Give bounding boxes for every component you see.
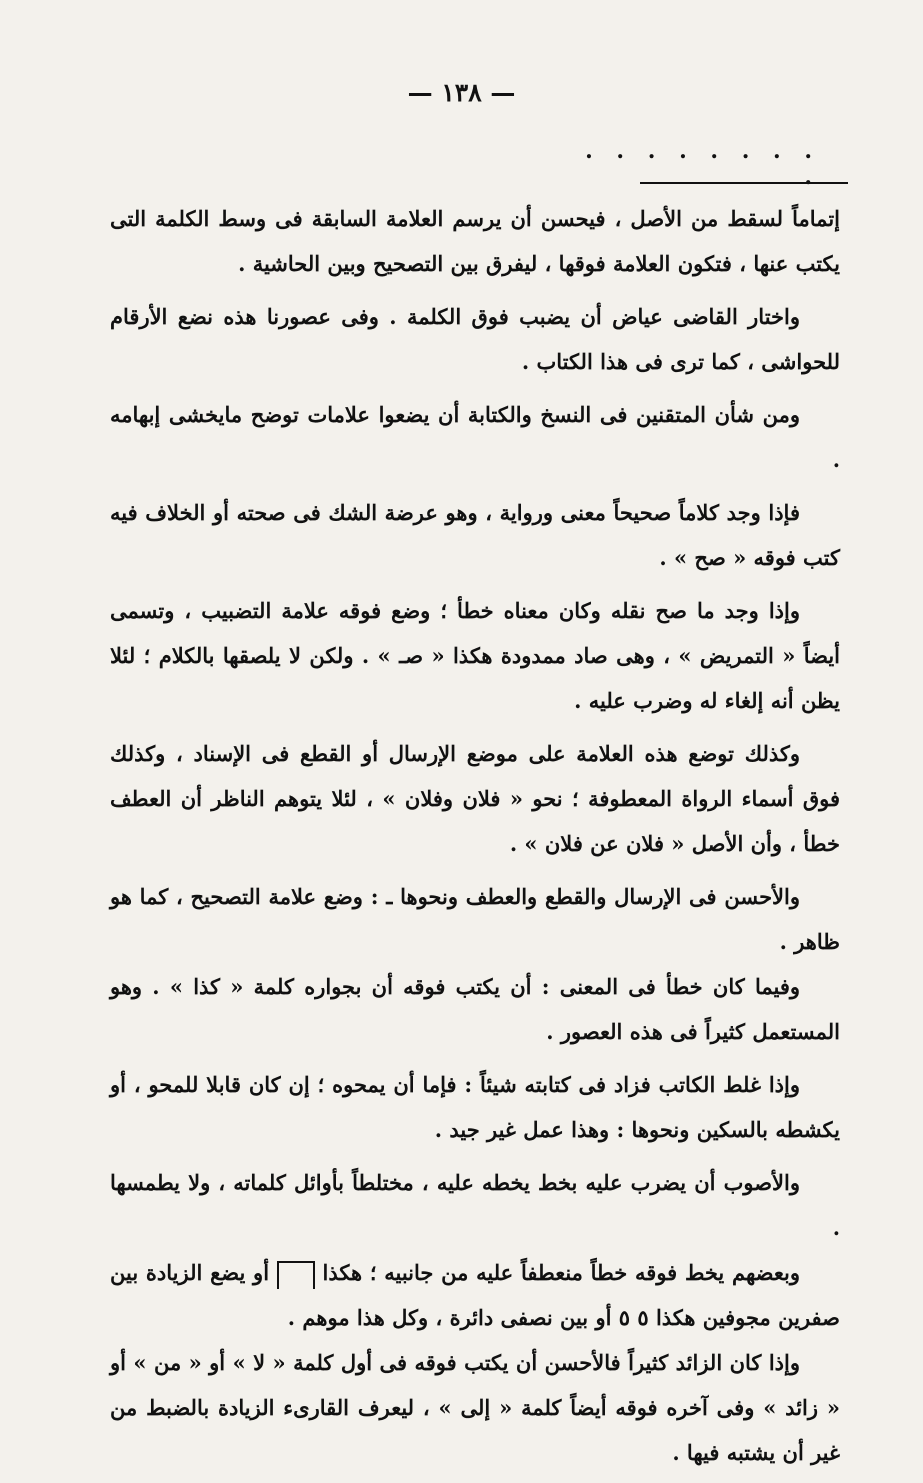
paragraph: ومن شأن المتقنين فى النسخ والكتابة أن يضعوا علامات توضح مايخشى إبهامه . xyxy=(110,402,840,472)
paragraph: وكذلك توضع هذه العلامة على موضع الإرسال أو القطع فى الإسناد ، وكذلك فوق أسماء الرواة المعطوفة ؛ نحو « فلان وفلان » ، لئلا يتوهم الناظر أن العطف خطأ ، وأن الأصل « فلان عن فلان » . xyxy=(110,741,840,856)
body-text xyxy=(110,196,840,1483)
ellipsis-dots: . . . . . . . . . xyxy=(585,138,820,190)
paragraph: وإذا وجد ما صح نقله وكان معناه خطأ ؛ وضع فوقه علامة التضبيب ، وتسمى أيضاً « التمريض » ، وهى صاد ممدودة هكذا « صـ » . ولكن لا يلصقها بالكلام ؛ لئلا يظن أنه إلغاء له وضرب عليه . xyxy=(110,598,840,713)
paragraph-end: أو يضع الزيادة بين صفرين مجوفين هكذا ٥ ٥ أو بين نصفى دائرة ، وكل هذا موهم . xyxy=(110,1260,840,1330)
paragraph: فإذا وجد كلاماً صحيحاً معنى ورواية ، وهو عرضة الشك فى صحته أو الخلاف فيه كتب فوقه « صح » . xyxy=(110,500,840,570)
paragraph: واختار القاضى عياض أن يضبب فوق الكلمة . وفى عصورنا هذه نضع الأرقام للحواشى ، كما ترى فى هذا الكتاب . xyxy=(110,304,840,374)
paragraph-start: وبعضهم يخط فوقه خطاً منعطفاً عليه من جانبيه ؛ هكذا xyxy=(322,1260,801,1285)
paragraph: وإذا كان الزائد كثيراً فالأحسن أن يكتب فوقه فى أول كلمة « لا » أو « من » أو « زائد » وفى آخره فوقه أيضاً كلمة « إلى » ، ليعرف القارىء الزيادة بالضبط من غير أن يشتبه فيها . xyxy=(110,1350,840,1465)
paragraph xyxy=(110,1250,840,1340)
paragraph: والأصوب أن يضرب عليه بخط يخطه عليه ، مختلطاً بأوائل كلماته ، ولا يطمسها . xyxy=(110,1170,840,1240)
paragraph: وإذا غلط الكاتب فزاد فى كتابته شيئاً : فإما أن يمحوه ؛ إن كان قابلا للمحو ، أو يكشطه بالسكين ونحوها : وهذا عمل غير جيد . xyxy=(110,1072,840,1142)
footnote-rule xyxy=(640,182,848,184)
paragraph: والأحسن فى الإرسال والقطع والعطف ونحوها ـ : وضع علامة التصحيح ، كما هو ظاهر . xyxy=(110,884,840,954)
bracket-mark-icon xyxy=(277,1261,315,1289)
paragraph: إتماماً لسقط من الأصل ، فيحسن أن يرسم العلامة السابقة فى وسط الكلمة التى يكتب عنها ، فتكون العلامة فوقها ، ليفرق بين التصحيح وبين الحاشية . xyxy=(110,206,840,276)
page-number: — ١٣٨ — xyxy=(407,78,516,107)
paragraph: وفيما كان خطأ فى المعنى : أن يكتب فوقه أن بجواره كلمة « كذا » . وهو المستعمل كثيراً فى هذه العصور . xyxy=(110,974,840,1044)
